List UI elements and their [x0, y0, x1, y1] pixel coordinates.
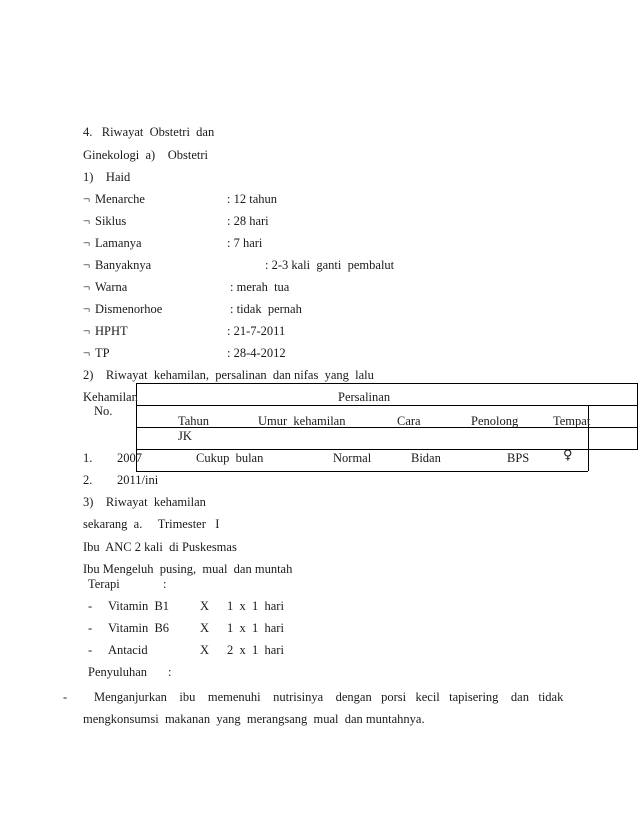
- row1-no: 1.: [83, 451, 93, 465]
- table-rule: [136, 383, 638, 384]
- row1-tahun: 2007: [117, 451, 142, 465]
- penyuluhan-line1: Menganjurkan ibu memenuhi nutrisinya dengan porsi kecil tapisering dan tidak: [94, 690, 564, 704]
- row1-tempat: BPS: [507, 451, 530, 465]
- terapi-name: Antacid: [108, 643, 148, 657]
- row1-penolong: Bidan: [411, 451, 441, 465]
- haid-label: Menarche: [95, 192, 145, 206]
- terapi-colon: :: [163, 577, 167, 591]
- haid-item-dismenorhoe: [83, 302, 162, 316]
- haid-value: : merah tua: [230, 280, 290, 294]
- terapi-dash: -: [88, 599, 93, 613]
- sekarang-line1: 3) Riwayat kehamilan: [83, 495, 206, 509]
- haid-label: HPHT: [95, 324, 128, 338]
- terapi-name: Vitamin B1: [108, 599, 170, 613]
- terapi-dose: 1 x 1 hari: [227, 599, 284, 613]
- terapi-dash: -: [88, 621, 93, 635]
- header-tempat: Tempat: [553, 414, 591, 428]
- haid-item-banyaknya: [83, 258, 151, 272]
- penyuluhan-dash: -: [63, 690, 68, 704]
- header-tahun: Tahun: [178, 414, 210, 428]
- negation-bullet-icon: ¬: [83, 346, 91, 360]
- terapi-label: Terapi: [88, 577, 120, 591]
- haid-item-siklus: [83, 214, 126, 228]
- negation-bullet-icon: ¬: [83, 236, 91, 250]
- haid-label: Dismenorhoe: [95, 302, 163, 316]
- penyuluhan-line2: mengkonsumsi makanan yang merangsang mual dan muntahnya.: [83, 712, 425, 726]
- haid-label: Banyaknya: [95, 258, 152, 272]
- header-persalinan: Persalinan: [338, 390, 391, 404]
- header-no: No.: [94, 404, 113, 418]
- haid-label: Lamanya: [95, 236, 142, 250]
- section-heading-line1: 4. Riwayat Obstetri dan: [83, 125, 215, 139]
- negation-bullet-icon: ¬: [83, 214, 91, 228]
- negation-bullet-icon: ¬: [83, 192, 91, 206]
- riwayat-title: 2) Riwayat kehamilan, persalinan dan nifas yang lalu: [83, 368, 374, 382]
- haid-value: : tidak pernah: [230, 302, 302, 316]
- negation-bullet-icon: ¬: [83, 280, 91, 294]
- haid-value: : 12 tahun: [227, 192, 277, 206]
- haid-label: Warna: [95, 280, 128, 294]
- female-symbol-icon: ♀: [563, 448, 573, 463]
- haid-value: : 28-4-2012: [227, 346, 286, 360]
- header-cara: Cara: [397, 414, 421, 428]
- terapi-x: X: [200, 643, 210, 657]
- haid-label: TP: [95, 346, 110, 360]
- haid-item-menarche: [83, 192, 145, 206]
- terapi-dash: -: [88, 643, 93, 657]
- haid-item-hpht: [83, 324, 128, 338]
- terapi-x: X: [200, 621, 210, 635]
- haid-value: : 21-7-2011: [227, 324, 286, 338]
- negation-bullet-icon: ¬: [83, 302, 91, 316]
- row1-umur: Cukup bulan: [196, 451, 264, 465]
- table-rule: [136, 405, 638, 406]
- negation-bullet-icon: ¬: [83, 324, 91, 338]
- header-kehamilan: Kehamilan: [83, 390, 138, 404]
- header-penolong: Penolong: [471, 414, 519, 428]
- haid-value: : 2-3 kali ganti pembalut: [265, 258, 395, 272]
- haid-value: : 28 hari: [227, 214, 269, 228]
- terapi-name: Vitamin B6: [108, 621, 170, 635]
- row2-no: 2.: [83, 473, 93, 487]
- haid-title: 1) Haid: [83, 170, 131, 184]
- sekarang-line2: sekarang a. Trimester I: [83, 517, 220, 531]
- haid-item-warna: [83, 280, 127, 294]
- row1-cara: Normal: [333, 451, 372, 465]
- terapi-dose: 1 x 1 hari: [227, 621, 284, 635]
- terapi-dose: 2 x 1 hari: [227, 643, 284, 657]
- section-heading-line2: Ginekologi a) Obstetri: [83, 148, 208, 162]
- sekarang-line4: Ibu Mengeluh pusing, mual dan muntah: [83, 562, 293, 576]
- haid-label: Siklus: [95, 214, 127, 228]
- header-jk: JK: [178, 429, 192, 443]
- header-umur-kehamilan: Umur kehamilan: [258, 414, 346, 428]
- terapi-x: X: [200, 599, 210, 613]
- table-rule: [136, 471, 588, 472]
- penyuluhan-label: Penyuluhan: [88, 665, 148, 679]
- haid-item-tp: [83, 346, 110, 360]
- haid-item-lamanya: [83, 236, 142, 250]
- penyuluhan-colon: :: [168, 665, 172, 679]
- haid-value: : 7 hari: [227, 236, 263, 250]
- negation-bullet-icon: ¬: [83, 258, 91, 272]
- row2-tahun: 2011/ini: [117, 473, 159, 487]
- sekarang-line3: Ibu ANC 2 kali di Puskesmas: [83, 540, 237, 554]
